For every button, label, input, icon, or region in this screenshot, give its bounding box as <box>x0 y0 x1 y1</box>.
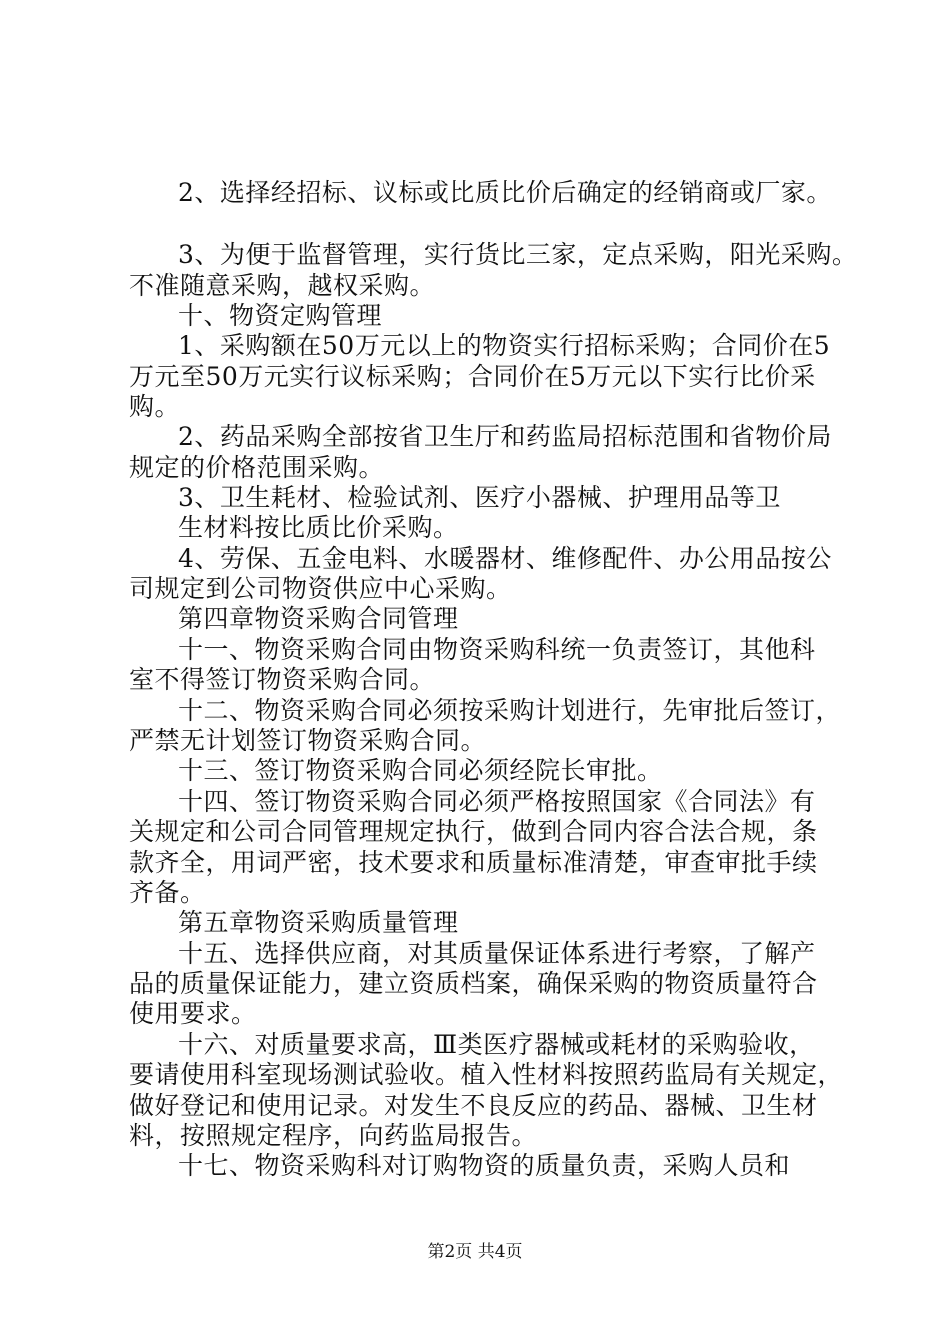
text-line: 严禁无计划签订物资采购合同。 <box>129 726 487 755</box>
text-line: 十七、物资采购科对订购物资的质量负责，采购人员和 <box>178 1151 791 1180</box>
section-heading: 十、物资定购管理 <box>178 301 383 330</box>
text-line: 室不得签订物资采购合同。 <box>129 665 436 694</box>
chapter-heading: 第四章物资采购合同管理 <box>178 604 459 633</box>
text-line: 万元至50万元实行议标采购；合同价在5万元以下实行比价采 <box>129 362 816 391</box>
text-line: 十六、对质量要求高，Ⅲ类医疗器械或耗材的采购验收， <box>178 1030 815 1059</box>
text-line: 司规定到公司物资供应中心采购。 <box>129 574 512 603</box>
page-number-footer: 第2页 共4页 <box>427 1242 523 1262</box>
text-line: 不准随意采购，越权采购。 <box>129 271 436 300</box>
text-line: 做好登记和使用记录。对发生不良反应的药品、器械、卫生材 <box>129 1091 818 1120</box>
text-line: 4、劳保、五金电料、水暖器材、维修配件、办公用品按公 <box>178 544 832 573</box>
text-line: 料，按照规定程序，向药监局报告。 <box>129 1121 538 1150</box>
text-line: 十二、物资采购合同必须按采购计划进行，先审批后签订， <box>178 696 842 725</box>
text-line: 购。 <box>129 392 181 421</box>
text-line: 2、选择经招标、议标或比质比价后确定的经销商或厂家。 <box>178 178 832 207</box>
text-line: 品的质量保证能力，建立资质档案，确保采购的物资质量符合 <box>129 969 818 998</box>
text-line: 款齐全，用词严密，技术要求和质量标准清楚，审查审批手续 <box>129 848 818 877</box>
text-line: 规定的价格范围采购。 <box>129 453 385 482</box>
text-line: 生材料按比质比价采购。 <box>178 513 459 542</box>
text-line: 关规定和公司合同管理规定执行，做到合同内容合法合规，条 <box>129 817 818 846</box>
text-line: 使用要求。 <box>129 999 257 1028</box>
text-line: 2、药品采购全部按省卫生厅和药监局招标范围和省物价局 <box>178 422 832 451</box>
text-line: 齐备。 <box>129 878 206 907</box>
text-line: 十四、签订物资采购合同必须严格按照国家《合同法》有 <box>178 787 816 816</box>
text-line: 1、采购额在50万元以上的物资实行招标采购；合同价在5 <box>178 331 831 360</box>
text-line: 要请使用科室现场测试验收。植入性材料按照药监局有关规定， <box>129 1060 844 1089</box>
text-line: 十五、选择供应商，对其质量保证体系进行考察，了解产 <box>178 939 816 968</box>
text-line: 3、卫生耗材、检验试剂、医疗小器械、护理用品等卫 <box>178 483 781 512</box>
chapter-heading: 第五章物资采购质量管理 <box>178 908 459 937</box>
text-line: 十一、物资采购合同由物资采购科统一负责签订，其他科 <box>178 635 816 664</box>
text-line: 3、为便于监督管理，实行货比三家，定点采购，阳光采购。 <box>178 240 858 269</box>
text-line: 十三、签订物资采购合同必须经院长审批。 <box>178 756 663 785</box>
